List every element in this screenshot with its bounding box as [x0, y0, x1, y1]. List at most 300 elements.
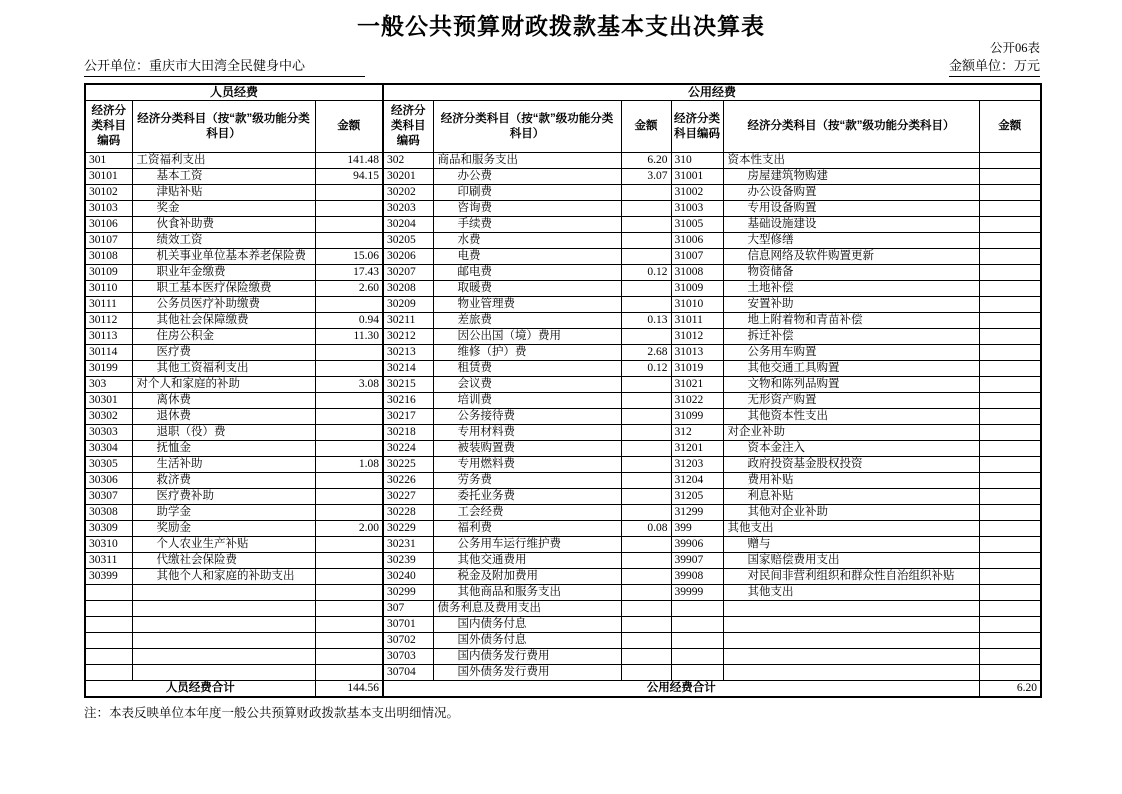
band-header-row: [85, 84, 1041, 101]
subject-amount: [315, 553, 383, 569]
subject-name: 机关事业单位基本养老保险费: [132, 249, 315, 265]
page-title: 一般公共预算财政拨款基本支出决算表: [357, 13, 765, 39]
col-header-name-1: 经济分类科目（按“款”级功能分类科目）: [132, 101, 315, 153]
table-row: [85, 169, 1041, 185]
subject-amount: [979, 345, 1041, 361]
subject-amount: [315, 665, 383, 681]
subject-name: [132, 617, 315, 633]
table-row: [85, 409, 1041, 425]
subject-code: 30201: [383, 169, 433, 185]
subject-code: 30107: [85, 233, 132, 249]
subject-code: 30101: [85, 169, 132, 185]
subject-code: 31005: [671, 217, 723, 233]
subject-code: 31021: [671, 377, 723, 393]
subject-amount: [315, 617, 383, 633]
subject-code: 31011: [671, 313, 723, 329]
subject-amount: 0.12: [621, 361, 671, 377]
subject-code: 31022: [671, 393, 723, 409]
subject-name: 国内债务付息: [433, 617, 621, 633]
subject-amount: [621, 601, 671, 617]
subject-code: 30205: [383, 233, 433, 249]
subject-name: [132, 649, 315, 665]
subject-name: 差旅费: [433, 313, 621, 329]
subject-amount: [621, 649, 671, 665]
subject-code: 30240: [383, 569, 433, 585]
subject-name: 基础设施建设: [723, 217, 979, 233]
subject-amount: [315, 505, 383, 521]
table-row: [85, 441, 1041, 457]
subject-amount: [315, 537, 383, 553]
table-row: [85, 553, 1041, 569]
subject-amount: [979, 473, 1041, 489]
subject-code: 30703: [383, 649, 433, 665]
subject-name: 国外债务发行费用: [433, 665, 621, 681]
subject-amount: [315, 569, 383, 585]
budget-table: [84, 83, 1042, 698]
subject-code: [671, 665, 723, 681]
table-row: [85, 313, 1041, 329]
subject-name: 对个人和家庭的补助: [132, 377, 315, 393]
subject-code: 31204: [671, 473, 723, 489]
table-row: [85, 393, 1041, 409]
subject-code: 30301: [85, 393, 132, 409]
subject-code: [85, 649, 132, 665]
subject-code: 31010: [671, 297, 723, 313]
subject-amount: [621, 377, 671, 393]
subject-name: 被装购置费: [433, 441, 621, 457]
subject-amount: [621, 329, 671, 345]
subject-amount: [621, 217, 671, 233]
subject-amount: [979, 633, 1041, 649]
subject-amount: [315, 649, 383, 665]
subject-name: 维修（护）费: [433, 345, 621, 361]
subject-name: 税金及附加费用: [433, 569, 621, 585]
meta-row: [84, 58, 1040, 77]
subject-amount: [979, 553, 1041, 569]
subject-amount: [979, 201, 1041, 217]
subject-name: 政府投资基金股权投资: [723, 457, 979, 473]
subject-name: 水费: [433, 233, 621, 249]
subject-name: 医疗费补助: [132, 489, 315, 505]
subject-code: 30202: [383, 185, 433, 201]
table-row: [85, 345, 1041, 361]
subject-name: [723, 649, 979, 665]
public-total-label: 公用经费合计: [383, 681, 979, 698]
subject-amount: [979, 185, 1041, 201]
subject-name: 文物和陈列品购置: [723, 377, 979, 393]
band-personnel-funds: 人员经费: [85, 84, 383, 101]
subject-code: 30304: [85, 441, 132, 457]
subject-code: 30212: [383, 329, 433, 345]
subject-amount: [621, 393, 671, 409]
subject-amount: [315, 217, 383, 233]
table-row: [85, 281, 1041, 297]
subject-amount: [621, 441, 671, 457]
subject-name: 其他对企业补助: [723, 505, 979, 521]
subject-name: 福利费: [433, 521, 621, 537]
subject-amount: [315, 297, 383, 313]
subject-name: 绩效工资: [132, 233, 315, 249]
subject-amount: [979, 521, 1041, 537]
table-number: 公开06表: [989, 41, 1040, 55]
subject-code: [85, 617, 132, 633]
subject-code: 31001: [671, 169, 723, 185]
subject-name: 国内债务发行费用: [433, 649, 621, 665]
subject-code: 30206: [383, 249, 433, 265]
subject-name: 公务用车购置: [723, 345, 979, 361]
subject-name: 国外债务付息: [433, 633, 621, 649]
subject-amount: 6.20: [621, 153, 671, 169]
subject-code: 31299: [671, 505, 723, 521]
subject-code: 31012: [671, 329, 723, 345]
subject-amount: [979, 377, 1041, 393]
subject-name: 对民间非营利组织和群众性自治组织补贴: [723, 569, 979, 585]
subject-amount: 2.68: [621, 345, 671, 361]
table-row: [85, 585, 1041, 601]
subject-name: 租赁费: [433, 361, 621, 377]
subject-amount: [979, 457, 1041, 473]
subject-amount: 0.08: [621, 521, 671, 537]
subject-amount: [979, 281, 1041, 297]
subject-code: 30701: [383, 617, 433, 633]
subject-amount: [315, 233, 383, 249]
subject-amount: [315, 393, 383, 409]
subject-name: [723, 665, 979, 681]
column-header-row: [85, 101, 1041, 153]
subject-code: 30239: [383, 553, 433, 569]
subject-code: [671, 633, 723, 649]
subject-name: 办公费: [433, 169, 621, 185]
subject-code: 30299: [383, 585, 433, 601]
subject-amount: [315, 361, 383, 377]
subject-amount: [979, 489, 1041, 505]
subject-name: 邮电费: [433, 265, 621, 281]
subject-code: [671, 617, 723, 633]
subject-code: 30305: [85, 457, 132, 473]
subject-code: 30227: [383, 489, 433, 505]
table-row: [85, 489, 1041, 505]
subject-name: 无形资产购置: [723, 393, 979, 409]
subject-code: 30108: [85, 249, 132, 265]
subject-code: 31002: [671, 185, 723, 201]
subject-name: 伙食补助费: [132, 217, 315, 233]
subject-code: 30218: [383, 425, 433, 441]
table-row: [85, 425, 1041, 441]
subject-code: [85, 665, 132, 681]
subject-name: [132, 601, 315, 617]
subject-name: 拆迁补偿: [723, 329, 979, 345]
publish-unit-label: 公开单位：重庆市大田湾全民健身中心: [84, 58, 365, 77]
subject-amount: [979, 617, 1041, 633]
subject-name: 安置补助: [723, 297, 979, 313]
subject-name: 债务利息及费用支出: [433, 601, 621, 617]
subject-name: 公务接待费: [433, 409, 621, 425]
subject-name: 土地补偿: [723, 281, 979, 297]
subject-code: 30216: [383, 393, 433, 409]
subject-name: 资本性支出: [723, 153, 979, 169]
subject-name: 职业年金缴费: [132, 265, 315, 281]
subject-amount: 2.60: [315, 281, 383, 297]
col-header-amount-2: 金额: [621, 101, 671, 153]
subject-name: [723, 633, 979, 649]
subject-code: 303: [85, 377, 132, 393]
subject-code: 31201: [671, 441, 723, 457]
subject-code: [85, 601, 132, 617]
subject-code: 30307: [85, 489, 132, 505]
subject-name: 委托业务费: [433, 489, 621, 505]
subject-name: 大型修缮: [723, 233, 979, 249]
subject-name: 助学金: [132, 505, 315, 521]
subject-name: 因公出国（境）费用: [433, 329, 621, 345]
subject-name: 取暖费: [433, 281, 621, 297]
subject-name: 地上附着物和青苗补偿: [723, 313, 979, 329]
subject-code: 31009: [671, 281, 723, 297]
subject-name: 生活补助: [132, 457, 315, 473]
subject-code: 39999: [671, 585, 723, 601]
table-row: [85, 297, 1041, 313]
subject-code: [671, 649, 723, 665]
subject-amount: [621, 201, 671, 217]
col-header-name-3: 经济分类科目（按“款”级功能分类科目）: [723, 101, 979, 153]
col-header-amount-3: 金额: [979, 101, 1041, 153]
subject-name: 其他交通费用: [433, 553, 621, 569]
subject-amount: [621, 617, 671, 633]
subject-code: 30311: [85, 553, 132, 569]
table-row: [85, 361, 1041, 377]
amount-unit-label: 金额单位：万元: [949, 58, 1040, 77]
subject-amount: [979, 537, 1041, 553]
subject-code: 30704: [383, 665, 433, 681]
subject-code: 30112: [85, 313, 132, 329]
subject-code: 30199: [85, 361, 132, 377]
subject-code: 30228: [383, 505, 433, 521]
subject-code: 30306: [85, 473, 132, 489]
subject-name: 手续费: [433, 217, 621, 233]
subject-code: 30309: [85, 521, 132, 537]
subject-code: 30399: [85, 569, 132, 585]
subject-amount: 0.94: [315, 313, 383, 329]
subject-name: 离休费: [132, 393, 315, 409]
subject-name: 商品和服务支出: [433, 153, 621, 169]
subject-name: 职工基本医疗保险缴费: [132, 281, 315, 297]
table-row: [85, 217, 1041, 233]
subject-name: 奖金: [132, 201, 315, 217]
subject-amount: [621, 281, 671, 297]
subject-amount: [979, 169, 1041, 185]
subject-name: 物业管理费: [433, 297, 621, 313]
subject-code: 30114: [85, 345, 132, 361]
subject-amount: [979, 313, 1041, 329]
subject-amount: [979, 361, 1041, 377]
subject-name: 培训费: [433, 393, 621, 409]
subject-name: 赠与: [723, 537, 979, 553]
table-row: [85, 569, 1041, 585]
subject-amount: 11.30: [315, 329, 383, 345]
subject-code: 31003: [671, 201, 723, 217]
subject-code: 30103: [85, 201, 132, 217]
totals-row: [85, 681, 1041, 698]
subject-code: 30302: [85, 409, 132, 425]
subject-name: 公务员医疗补助缴费: [132, 297, 315, 313]
table-row: [85, 201, 1041, 217]
table-row: [85, 185, 1041, 201]
subject-code: 31013: [671, 345, 723, 361]
subject-name: [132, 585, 315, 601]
col-header-name-2: 经济分类科目（按“款”级功能分类科目）: [433, 101, 621, 153]
subject-code: 30209: [383, 297, 433, 313]
public-total-value: 6.20: [979, 681, 1041, 698]
footnote: 注：本表反映单位本年度一般公共预算财政拨款基本支出明细情况。: [84, 706, 460, 720]
subject-code: 312: [671, 425, 723, 441]
subject-amount: 0.13: [621, 313, 671, 329]
table-row: [85, 537, 1041, 553]
subject-amount: [621, 457, 671, 473]
subject-amount: [979, 569, 1041, 585]
subject-amount: [979, 393, 1041, 409]
subject-name: 办公设备购置: [723, 185, 979, 201]
subject-code: 30213: [383, 345, 433, 361]
subject-name: 工资福利支出: [132, 153, 315, 169]
subject-amount: [621, 633, 671, 649]
subject-amount: [315, 585, 383, 601]
table-row: [85, 233, 1041, 249]
subject-code: 30208: [383, 281, 433, 297]
subject-amount: [621, 569, 671, 585]
subject-name: 津贴补贴: [132, 185, 315, 201]
subject-code: 31099: [671, 409, 723, 425]
col-header-code-2: 经济分类科目编码: [383, 101, 433, 153]
subject-name: 其他交通工具购置: [723, 361, 979, 377]
table-row: [85, 265, 1041, 281]
subject-amount: [315, 489, 383, 505]
subject-name: 其他工资福利支出: [132, 361, 315, 377]
subject-code: 30207: [383, 265, 433, 281]
subject-name: 印刷费: [433, 185, 621, 201]
table-row: [85, 665, 1041, 681]
subject-amount: [979, 329, 1041, 345]
subject-amount: [979, 297, 1041, 313]
subject-amount: [621, 297, 671, 313]
subject-code: 31019: [671, 361, 723, 377]
subject-amount: [979, 233, 1041, 249]
subject-name: 国家赔偿费用支出: [723, 553, 979, 569]
subject-name: 救济费: [132, 473, 315, 489]
subject-code: 31008: [671, 265, 723, 281]
subject-code: 30113: [85, 329, 132, 345]
subject-amount: [315, 633, 383, 649]
subject-amount: [315, 345, 383, 361]
table-row: [85, 633, 1041, 649]
subject-amount: [621, 665, 671, 681]
subject-name: 个人农业生产补贴: [132, 537, 315, 553]
subject-name: 房屋建筑物购建: [723, 169, 979, 185]
subject-name: 工会经费: [433, 505, 621, 521]
subject-name: [132, 633, 315, 649]
subject-code: 30102: [85, 185, 132, 201]
table-row: [85, 377, 1041, 393]
subject-name: 医疗费: [132, 345, 315, 361]
subject-amount: [979, 153, 1041, 169]
subject-amount: [315, 425, 383, 441]
subject-name: 对企业补助: [723, 425, 979, 441]
table-body: [85, 153, 1041, 681]
col-header-code-3: 经济分类科目编码: [671, 101, 723, 153]
subject-amount: [621, 473, 671, 489]
subject-amount: [979, 441, 1041, 457]
subject-name: [132, 665, 315, 681]
subject-amount: [979, 665, 1041, 681]
personnel-total-label: 人员经费合计: [85, 681, 315, 698]
subject-amount: 141.48: [315, 153, 383, 169]
subject-code: 30308: [85, 505, 132, 521]
subject-name: 公务用车运行维护费: [433, 537, 621, 553]
subject-code: 30203: [383, 201, 433, 217]
subject-code: 30217: [383, 409, 433, 425]
subject-amount: [979, 249, 1041, 265]
subject-amount: [979, 409, 1041, 425]
table-row: [85, 649, 1041, 665]
subject-amount: [979, 601, 1041, 617]
subject-code: 30215: [383, 377, 433, 393]
subject-name: 退休费: [132, 409, 315, 425]
table-row: [85, 601, 1041, 617]
subject-code: 30109: [85, 265, 132, 281]
subject-amount: [979, 217, 1041, 233]
subject-code: [671, 601, 723, 617]
subject-amount: 17.43: [315, 265, 383, 281]
table-row: [85, 457, 1041, 473]
personnel-total-value: 144.56: [315, 681, 383, 698]
subject-code: 39907: [671, 553, 723, 569]
content-area: [84, 40, 1040, 721]
table-row: [85, 329, 1041, 345]
band-public-funds: 公用经费: [383, 84, 1041, 101]
table-row: [85, 617, 1041, 633]
subject-amount: [315, 185, 383, 201]
subject-name: 信息网络及软件购置更新: [723, 249, 979, 265]
subject-amount: [315, 201, 383, 217]
subject-amount: [979, 505, 1041, 521]
subject-name: 其他资本性支出: [723, 409, 979, 425]
subject-code: 31205: [671, 489, 723, 505]
table-row: [85, 153, 1041, 169]
table-row: [85, 249, 1041, 265]
subject-code: 30204: [383, 217, 433, 233]
subject-name: 专用燃料费: [433, 457, 621, 473]
subject-amount: 1.08: [315, 457, 383, 473]
subject-code: 39908: [671, 569, 723, 585]
subject-name: 咨询费: [433, 201, 621, 217]
subject-amount: [621, 537, 671, 553]
subject-amount: [979, 585, 1041, 601]
subject-name: 其他个人和家庭的补助支出: [132, 569, 315, 585]
subject-code: 30106: [85, 217, 132, 233]
subject-code: 39906: [671, 537, 723, 553]
subject-name: 物资储备: [723, 265, 979, 281]
subject-name: 基本工资: [132, 169, 315, 185]
subject-name: 劳务费: [433, 473, 621, 489]
subject-code: 30211: [383, 313, 433, 329]
subject-code: 30110: [85, 281, 132, 297]
subject-code: 30303: [85, 425, 132, 441]
subject-amount: [621, 553, 671, 569]
subject-code: 31203: [671, 457, 723, 473]
subject-amount: [621, 489, 671, 505]
subject-amount: [315, 409, 383, 425]
subject-name: [723, 617, 979, 633]
subject-amount: [979, 265, 1041, 281]
subject-name: 电费: [433, 249, 621, 265]
